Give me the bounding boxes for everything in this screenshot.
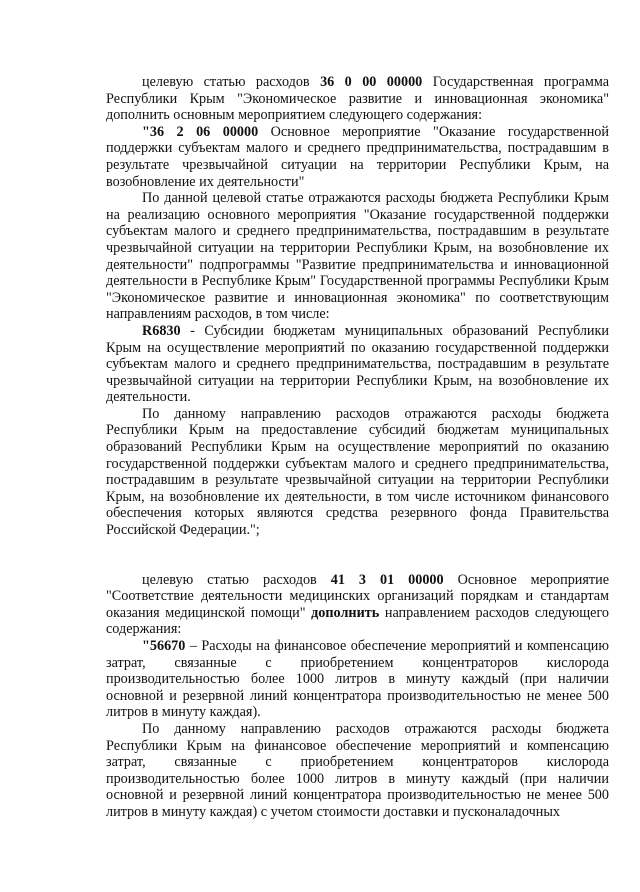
text-run: направлением расходов следующего содержания: [106,604,610,638]
code-41-3-01-00000: 41 3 01 00000 [330,571,444,588]
paragraph-r6830 [106,323,609,406]
text-run: Основное мероприятие "Соответствие деятельности медицинских организаций порядкам и стандартам оказания медицинской помощи" [106,571,610,621]
code-36-0-00-00000: 36 0 00 00000 [320,74,423,90]
text-run: Основное мероприятие "Оказание государственной поддержки субъектам малого и среднего предпринимательства, пострадавшим в результате чрезвычайной ситуации на территории Республики Крым, на возобновление их деятельности" [106,123,609,190]
text-run: По данной целевой статье отражаются расходы бюджета Республики Крым на реализацию основного мероприятия "Оказание государственной поддержки субъектам малого и среднего предпринимательства, пострадавшим в результате чрезвычайной ситуации на территории Республики Крым, на возобновление их деятельности" подпрограммы "Развитие предпринимательства и инновационной деятельности в Республике Крым" Государственной программы Республики Крым "Экономическое развитие и инновационная экономика" по соответствующим направлениям расходов, в том числе: [106,190,609,323]
text-run: По данному направлению расходов отражаются расходы бюджета Республики Крым на предоставление субсидий бюджетам муниципальных образований Республики Крым на осуществление мероприятий по оказанию государственной поддержки субъектам малого и среднего предпринимательства, пострадавшим в результате чрезвычайной ситуации на территории Республики Крым, на возобновление их деятельности, в том числе источником финансового обеспечения которых являются средства резервного фонда Правительства Российской Федерации."; [106,405,609,539]
paragraph-target-article-41 [106,572,609,638]
text-run: По данному направлению расходов отражаются расходы бюджета Республики Крым на финансовое обеспечение мероприятий и компенсацию затрат, связанные с приобретением концентраторов кислорода производительностью более 1000 литров в минуту каждый (при наличии основной и резервной линий концентратора производительностью не менее 500 литров в минуту каждая) с учетом стоимости доставки и пусконаладочных [106,720,609,820]
document-body [106,74,609,821]
paragraph-target-article-36 [106,74,609,124]
text-run: Государственная программа Республики Крым "Экономическое развитие и инновационная экономика" дополнить основным мероприятием следующего содержания: [106,74,609,124]
code-36-2-06-00000: "36 2 06 00000 [142,123,259,140]
paragraph-article-description [106,190,609,323]
text-run: - Субсидии бюджетам муниципальных образований Республики Крым на осуществление мероприятий по оказанию государственной поддержки субъектам малого и среднего предпринимательства, пострадавшим в результате чрезвычайной ситуации на территории Республики Крым, на возобновление их деятельности. [106,322,609,406]
paragraph-main-event-36-2-06 [106,124,609,190]
code-56670: "56670 [142,638,186,654]
text-run: целевую статью расходов [142,571,331,588]
keyword-dopolnit: дополнить [311,604,380,621]
text-run: – Расходы на финансовое обеспечение мероприятий и компенсацию затрат, связанные с приобретением концентраторов кислорода производительностью более 1000 литров в минуту каждый (при наличии основной и резервной линий концентратора производительностью не менее 500 литров в минуту каждая). [106,638,609,721]
paragraph-56670 [106,638,609,721]
paragraph-56670-description [106,721,609,821]
text-run: целевую статью расходов [142,74,321,90]
code-r6830: R6830 [142,322,181,339]
paragraph-r6830-description [106,406,609,539]
